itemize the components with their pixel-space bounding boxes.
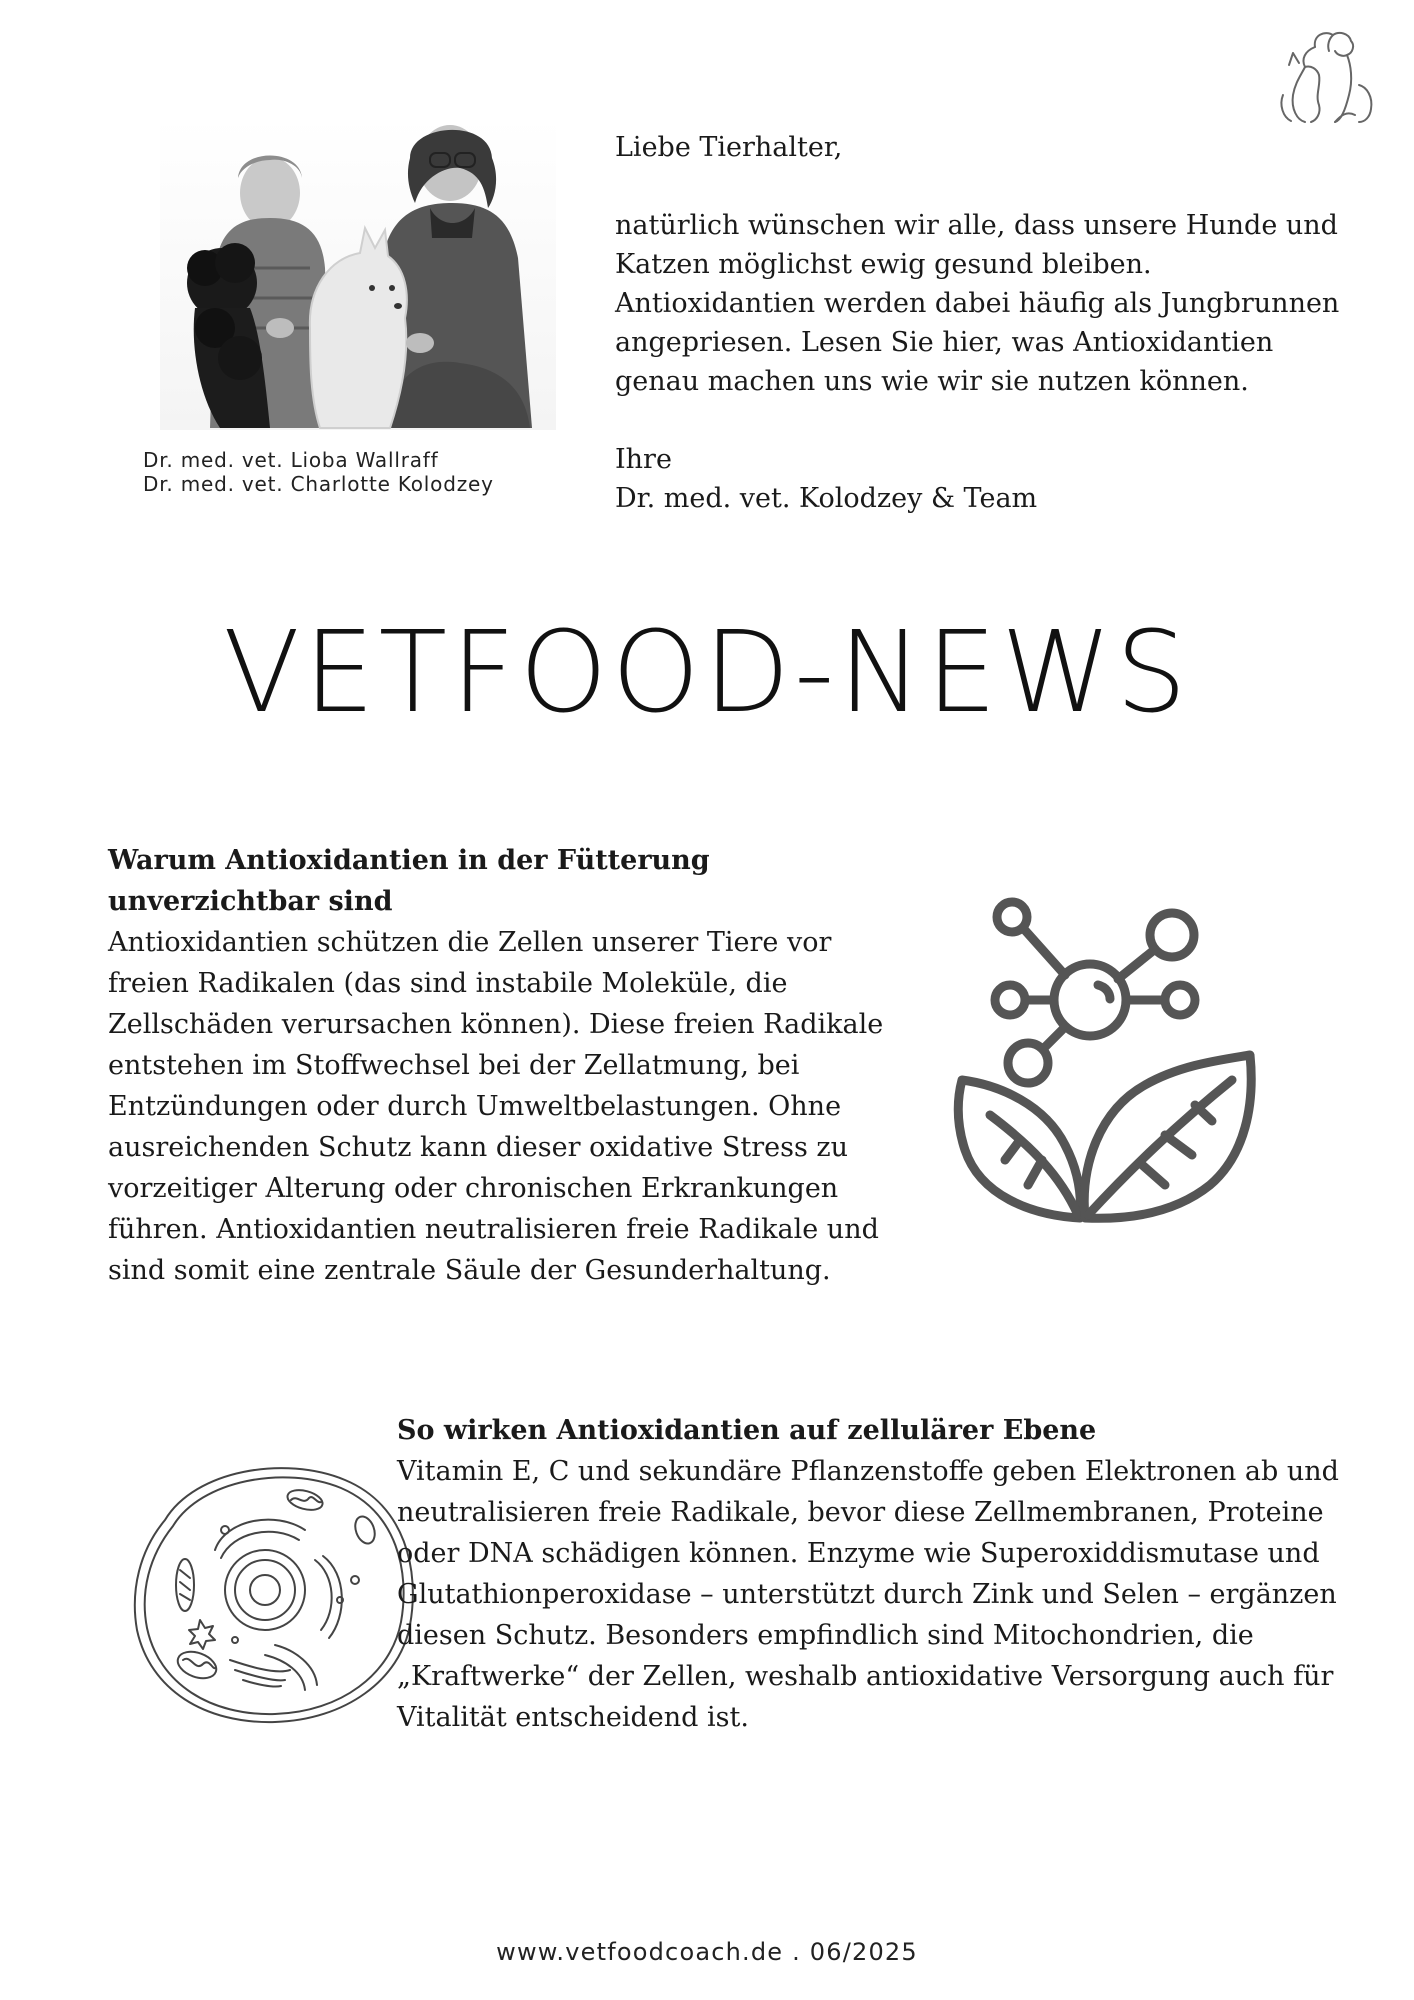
molecule-plant-icon xyxy=(950,895,1280,1235)
letter-greeting: Liebe Tierhalter, xyxy=(615,132,843,163)
footer-website-date: www.vetfoodcoach.de . 06/2025 xyxy=(496,1938,918,1966)
section-antioxidants-feeding xyxy=(108,840,898,1291)
dog-cat-logo-icon xyxy=(1275,25,1385,130)
section-2-body: Vitamin E, C und sekundäre Pflanzenstoffe geben Elektronen ab und neutralisieren freie Radikale, bevor diese Zellmembranen, Proteine oder DNA schädigen können. Enzyme wie Superoxiddismutase und Glutathionperoxidase – unterstützt durch Zink und Selen – ergänzen diesen Schutz. Besonders empfindlich sind Mitochondrien, die „Kraftwerke“ der Zellen, weshalb antioxidative Versorgung auch für Vitalität entscheidend ist. xyxy=(397,1456,1339,1733)
authors-photo xyxy=(160,118,556,430)
section-cellular-level xyxy=(397,1410,1357,1738)
caption-line-2: Dr. med. vet. Charlotte Kolodzey xyxy=(143,472,494,496)
authors-caption xyxy=(143,448,494,496)
letter-closing: Ihre xyxy=(615,444,672,475)
page-title: VETFOOD-NEWS xyxy=(223,608,1191,738)
letter-body: natürlich wünschen wir alle, dass unsere Hunde und Katzen möglichst ewig gesund bleiben. Antioxidantien werden dabei häufig als Jungbrunnen angepriesen. Lesen Sie hier, was Antioxidantien genau machen uns wie wir sie nutzen können. xyxy=(615,210,1340,397)
section-1-heading: Warum Antioxidantien in der Fütterung unverzichtbar sind xyxy=(108,845,710,917)
letter-signature: Dr. med. vet. Kolodzey & Team xyxy=(615,483,1038,514)
caption-line-1: Dr. med. vet. Lioba Wallraff xyxy=(143,448,439,472)
intro-letter xyxy=(615,128,1355,518)
section-2-heading: So wirken Antioxidantien auf zellulärer Ebene xyxy=(397,1415,1097,1446)
animal-cell-icon xyxy=(125,1450,425,1730)
section-1-body: Antioxidantien schützen die Zellen unserer Tiere vor freien Radikalen (das sind instabile Moleküle, die Zellschäden verursachen können). Diese freien Radikale entstehen im Stoffwechsel bei der Zellatmung, bei Entzündungen oder durch Umweltbelastungen. Ohne ausreichenden Schutz kann dieser oxidative Stress zu vorzeitiger Alterung oder chronischen Erkrankungen führen. Antioxidantien neutralisieren freie Radikale und sind somit eine zentrale Säule der Gesunderhaltung. xyxy=(108,927,884,1286)
